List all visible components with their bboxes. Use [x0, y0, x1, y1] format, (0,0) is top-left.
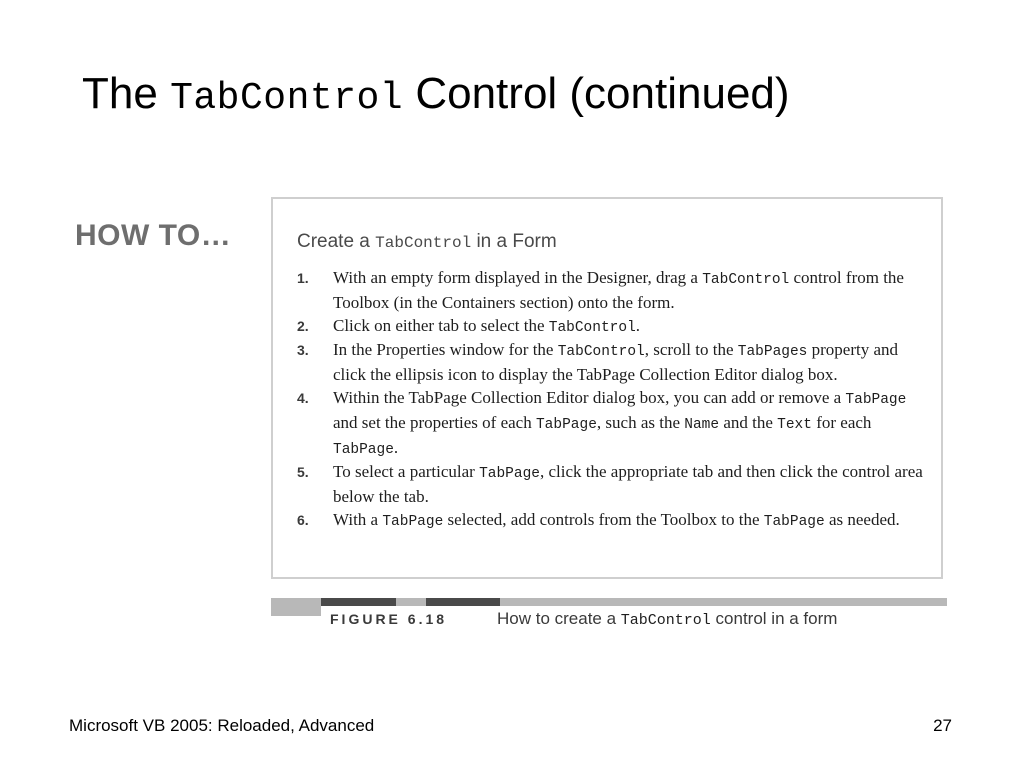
step-text: Within the TabPage Collection Editor dialog box, you can add or remove a: [333, 387, 846, 407]
step-number: 2.: [297, 317, 309, 334]
howto-steps-list: [297, 267, 929, 534]
step-text: .: [635, 315, 641, 335]
step-code: TabControl: [702, 272, 790, 288]
footer-page-number: 27: [933, 716, 952, 735]
step-text: , click the appropriate tab and then click the control area below the tab.: [333, 462, 923, 507]
step-text: as needed.: [824, 509, 900, 529]
step-number: 6.: [297, 511, 309, 528]
step-text: , such as the: [596, 412, 685, 432]
step-code: TabControl: [548, 319, 636, 336]
step-text: With an empty form displayed in the Designer, drag a: [333, 268, 703, 287]
howto-label: HOW TO…: [75, 219, 232, 252]
step-text: In the Properties window for the: [333, 340, 558, 360]
howto-box: [271, 197, 943, 579]
step-code: TabPage: [763, 513, 825, 530]
figure-rule-tab: [271, 606, 321, 616]
footer-course-title: Microsoft VB 2005: Reloaded, Advanced: [69, 716, 375, 735]
step-text: for each: [811, 412, 872, 432]
step-code: Text: [777, 416, 812, 433]
figure-caption: [497, 609, 837, 629]
step-text: selected, add controls from the Toolbox to the: [443, 509, 764, 529]
howto-step: [297, 509, 929, 534]
slide-title: [82, 62, 790, 131]
step-code: TabControl: [557, 344, 645, 361]
step-number: 1.: [297, 270, 309, 286]
step-text: To select a particular: [333, 462, 480, 482]
howto-heading-prefix: Create a: [297, 231, 370, 252]
title-suffix: Control (continued): [415, 69, 790, 118]
figure-caption-suffix: control in a form: [715, 609, 838, 628]
figure-rule-accent: [426, 598, 500, 606]
figure-rule: [271, 598, 947, 606]
step-number: 5.: [297, 464, 309, 481]
title-code: TabControl: [170, 77, 404, 120]
howto-heading-suffix: in a Form: [476, 231, 557, 252]
title-prefix: The: [82, 69, 158, 118]
step-text: and set the properties of each: [333, 412, 536, 432]
figure-caption-prefix: How to create a: [497, 609, 617, 628]
step-code: Name: [684, 416, 720, 433]
step-text: property and click the ellipsis icon to display the TabPage Collection Editor dialog box.: [333, 340, 899, 385]
step-text: .: [393, 437, 399, 457]
howto-step: [297, 339, 929, 387]
howto-step: [297, 267, 929, 315]
step-code: TabPage: [333, 441, 394, 458]
step-code: TabPage: [382, 513, 444, 530]
figure-label: FIGURE 6.18: [330, 611, 448, 627]
howto-heading-code: TabControl: [375, 234, 472, 252]
step-code: TabPage: [535, 416, 597, 433]
step-text: , scroll to the: [644, 340, 738, 360]
step-code: TabPages: [737, 344, 808, 361]
howto-step: [297, 315, 929, 340]
howto-heading: [297, 231, 557, 253]
howto-step: [297, 387, 929, 461]
step-text: With a: [333, 509, 383, 529]
step-text: control from the Toolbox (in the Containers section) onto the form.: [333, 268, 904, 312]
figure-rule-accent: [321, 598, 396, 606]
step-code: TabPage: [845, 391, 907, 408]
step-text: Click on either tab to select the: [333, 315, 549, 335]
step-number: 3.: [297, 342, 309, 359]
step-text: and the: [719, 412, 778, 432]
step-number: 4.: [297, 389, 309, 406]
figure-caption-code: TabControl: [620, 612, 711, 629]
howto-step: [297, 461, 929, 509]
step-code: TabPage: [479, 466, 540, 483]
